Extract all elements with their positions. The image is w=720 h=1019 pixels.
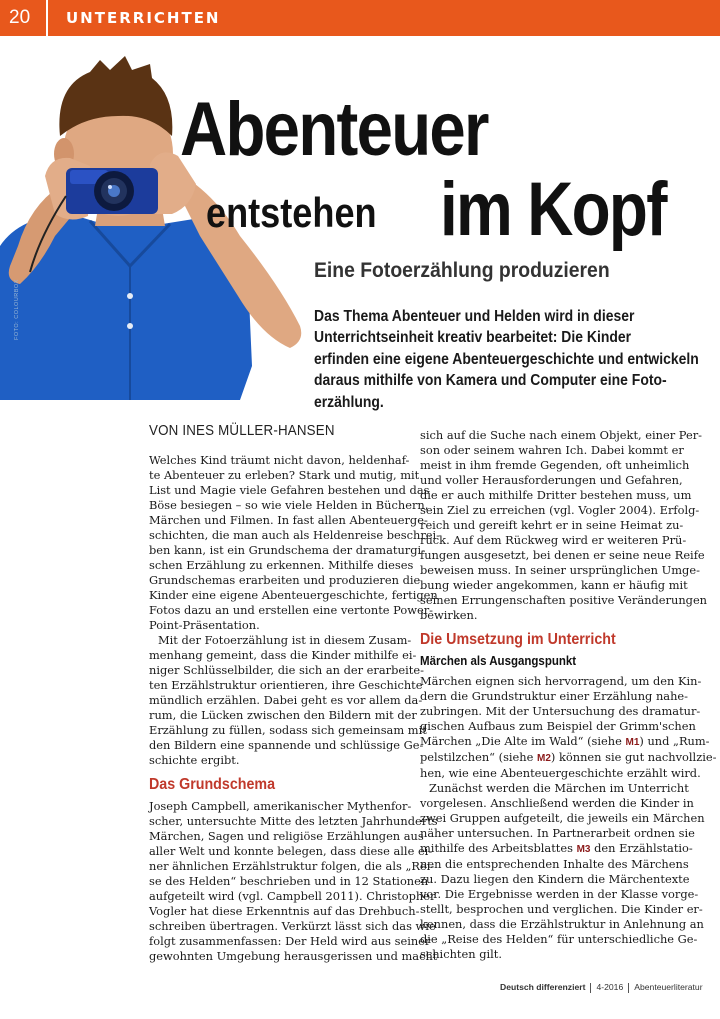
text-line: Erzählung zu füllen, sodass sich gemeinsam mit [149, 723, 427, 737]
text-line: Vogler hat diese Erkenntnis auf das Drehbuch- [149, 904, 420, 918]
intro-line: Unterrichtseinheit kreativ bearbeitet: Die Kinder [314, 329, 632, 347]
text-line: stellt, besprochen und verglichen. Die Kinder er- [420, 902, 703, 916]
page-footer [500, 982, 703, 993]
text-line: reich und gereift kehrt er in seine Heimat zu- [420, 518, 684, 532]
text-line: näher untersuchen. In Partnerarbeit ordnen sie [420, 826, 695, 840]
text-line: die er auch mithilfe Dritter bestehen muss, um [420, 488, 692, 502]
footer-divider [590, 983, 591, 993]
footer-divider [628, 983, 629, 993]
text-line: Mit der Fotoerzählung ist in diesem Zusam- [158, 633, 412, 647]
text-run: pelstilzchen“ (siehe [420, 750, 537, 764]
text-run: Märchen „Die Alte im Wald“ (siehe [420, 734, 626, 748]
text-line: schichte ergibt. [149, 753, 240, 767]
text-line: vor. Die Ergebnisse werden in der Klasse vorge- [420, 887, 699, 901]
body-paragraph [149, 633, 427, 768]
footer-topic: Abenteuerliteratur [634, 982, 703, 992]
text-line: Märchen eignen sich hervorragend, um den Kin- [420, 674, 702, 688]
material-ref-m1: M1 [625, 737, 640, 748]
text-line: die „Reise des Helden“ für unterschiedliche Ge- [420, 932, 698, 946]
text-line: folgt zusammenfassen: Der Held wird aus seiner [149, 934, 431, 948]
text-line: vorgelesen. Anschließend werden die Kinder in [420, 796, 694, 810]
text-line: ten Erzählstruktur orientieren, ihre Geschichte [149, 678, 423, 692]
title-line-2b: im Kopf [440, 167, 666, 252]
text-line: te Abenteuer zu erleben? Stark und mutig, mit [149, 468, 420, 482]
text-line: Zunächst werden die Märchen im Unterricht [429, 781, 689, 795]
intro-line: daraus mithilfe von Kamera und Computer eine Foto- [314, 372, 667, 390]
material-ref-m3: M3 [576, 844, 591, 855]
text-line: Märchen, Sagen und religiöse Erzählungen aus [149, 829, 424, 843]
text-line: Grundschemas erarbeiten und produzieren die [149, 573, 421, 587]
text-line: Märchen und Filmen. In fast allen Abenteuerge- [149, 513, 428, 527]
text-line: bung wieder angekommen, kann er häufig mit [420, 578, 688, 592]
text-line: mündlich erzählen. Dabei geht es vor allem da- [149, 693, 423, 707]
text-line: schen Erzählung zu erkennen. Mithilfe dieses [149, 558, 414, 572]
text-line: List und Magie viele Gefahren bestehen und das [149, 483, 430, 497]
author-byline: VON INES MÜLLER-HANSEN [149, 423, 335, 439]
intro-paragraph [314, 306, 714, 413]
text-line: menhang gemeint, dass die Kinder mithilfe ei- [149, 648, 417, 662]
body-paragraph [420, 674, 717, 781]
text-run: ) können sie gut nachvollzie- [550, 750, 717, 764]
material-ref-m2: M2 [537, 753, 551, 764]
text-run: mithilfe des Arbeitsblattes [420, 841, 577, 855]
body-paragraph [420, 428, 708, 623]
text-line: seinen Errungenschaften positive Veränderungen [420, 593, 708, 607]
left-column [149, 423, 441, 964]
text-line: aufgeteilt wird (vgl. Campbell 2011). Christopher [149, 889, 436, 903]
section-label: UNTERRICHTEN [66, 9, 221, 27]
text-line: Kinder eine eigene Abenteuergeschichte, fertigen [149, 588, 438, 602]
text-line: den Bildern eine spannende und schlüssige Ge- [149, 738, 424, 752]
text-line: fungen ausgesetzt, bei denen er seine neue Reife [420, 548, 705, 562]
title-line-1: Abenteuer [180, 87, 488, 172]
text-line: schreiben übertragen. Verkürzt lässt sich das wie [149, 919, 436, 933]
subtitle: Eine Fotoerzählung produzieren [314, 258, 610, 282]
text-line: Joseph Campbell, amerikanischer Mythenfor- [149, 799, 412, 813]
subsection-heading: Märchen als Ausgangspunkt [420, 654, 577, 668]
text-line: ben kann, ist ein Grundschema der dramaturgi- [149, 543, 426, 557]
page-number: 20 [9, 7, 31, 28]
text-line: schichten, die man auch als Heldenreise beschrei- [149, 528, 441, 542]
text-line: schichten gilt. [420, 947, 502, 961]
text-line: Welches Kind träumt nicht davon, heldenhaf- [149, 453, 410, 467]
photo-credit: FOTO: COLOURBOX [14, 279, 20, 340]
right-column [420, 428, 717, 962]
title-line-2a: entstehen [206, 189, 377, 236]
text-line: se des Helden“ beschrieben und in 12 Stationen [149, 874, 429, 888]
header-bar [0, 0, 720, 36]
text-run: den Erzählstatio- [590, 841, 693, 855]
text-line [420, 750, 717, 766]
text-line: kennen, dass die Erzählstruktur in Anlehnung an [420, 917, 704, 931]
text-line: niger Schlüsselbilder, die sich an der erarbeite- [149, 663, 424, 677]
text-line: zwei Gruppen aufgeteilt, die jeweils ein Märchen [420, 811, 705, 825]
text-run: ) und „Rum- [639, 734, 710, 748]
text-line: und voller Herausforderungen und Gefahren, [420, 473, 683, 487]
text-line: hen, wie eine Abenteuergeschichte erzählt wird. [420, 766, 701, 780]
text-line: bewirken. [420, 608, 478, 622]
text-line: ner ähnlichen Erzählstruktur folgen, die als „Rei- [149, 859, 435, 873]
footer-issue: 4-2016 [596, 982, 624, 992]
body-paragraph [420, 781, 705, 962]
text-line: gischen Aufbaus zum Beispiel der Grimm'schen [420, 719, 696, 733]
body-paragraph [149, 799, 438, 964]
text-line: scher, untersuchte Mitte des letzten Jahrhunderts [149, 814, 438, 828]
text-line: Point-Präsentation. [149, 618, 260, 632]
section-heading: Die Umsetzung im Unterricht [420, 631, 616, 648]
text-line: meist in ihm fremde Gegenden, oft unheimlich [420, 458, 690, 472]
section-heading: Das Grundschema [149, 776, 276, 793]
text-line: rum, die Lücken zwischen den Bildern mit der [149, 708, 417, 722]
text-line: dern die Grundstruktur einer Erzählung nahe- [420, 689, 689, 703]
intro-line: erzählung. [314, 393, 384, 411]
intro-line: erfinden eine eigene Abenteuergeschichte und entwickeln [314, 350, 699, 368]
text-line: zu. Dazu liegen den Kindern die Märchentexte [420, 872, 690, 886]
text-line: nen die entsprechenden Inhalte des Märchens [420, 857, 689, 871]
text-line [420, 841, 693, 857]
text-line: sein Ziel zu erreichen (vgl. Vogler 2004). Erfolg- [420, 503, 700, 517]
footer-magazine: Deutsch differenziert [500, 982, 586, 992]
text-line: rück. Auf dem Rückweg wird er weiteren Prü- [420, 533, 687, 547]
body-paragraph [149, 453, 441, 633]
intro-line: Das Thema Abenteuer und Helden wird in dieser [314, 308, 635, 325]
text-line: beweisen muss. In seiner ursprünglichen Umge- [420, 563, 700, 577]
text-line: Fotos dazu an und erstellen eine vertonte Power- [149, 603, 434, 617]
text-line: sich auf die Suche nach einem Objekt, einer Per- [420, 428, 702, 442]
text-line: gewohnten Umgebung herausgerissen und macht [149, 949, 438, 963]
text-line: Böse besiegen – so wie viele Helden in Büchern, [149, 498, 429, 512]
header-divider [46, 0, 48, 36]
text-line: zubringen. Mit der Untersuchung des dramatur- [420, 704, 701, 718]
text-line: son oder seinem wahren Ich. Dabei kommt er [420, 443, 684, 457]
text-line [420, 734, 710, 750]
text-line: aller Welt und konnte belegen, dass diese alle ei- [149, 844, 433, 858]
